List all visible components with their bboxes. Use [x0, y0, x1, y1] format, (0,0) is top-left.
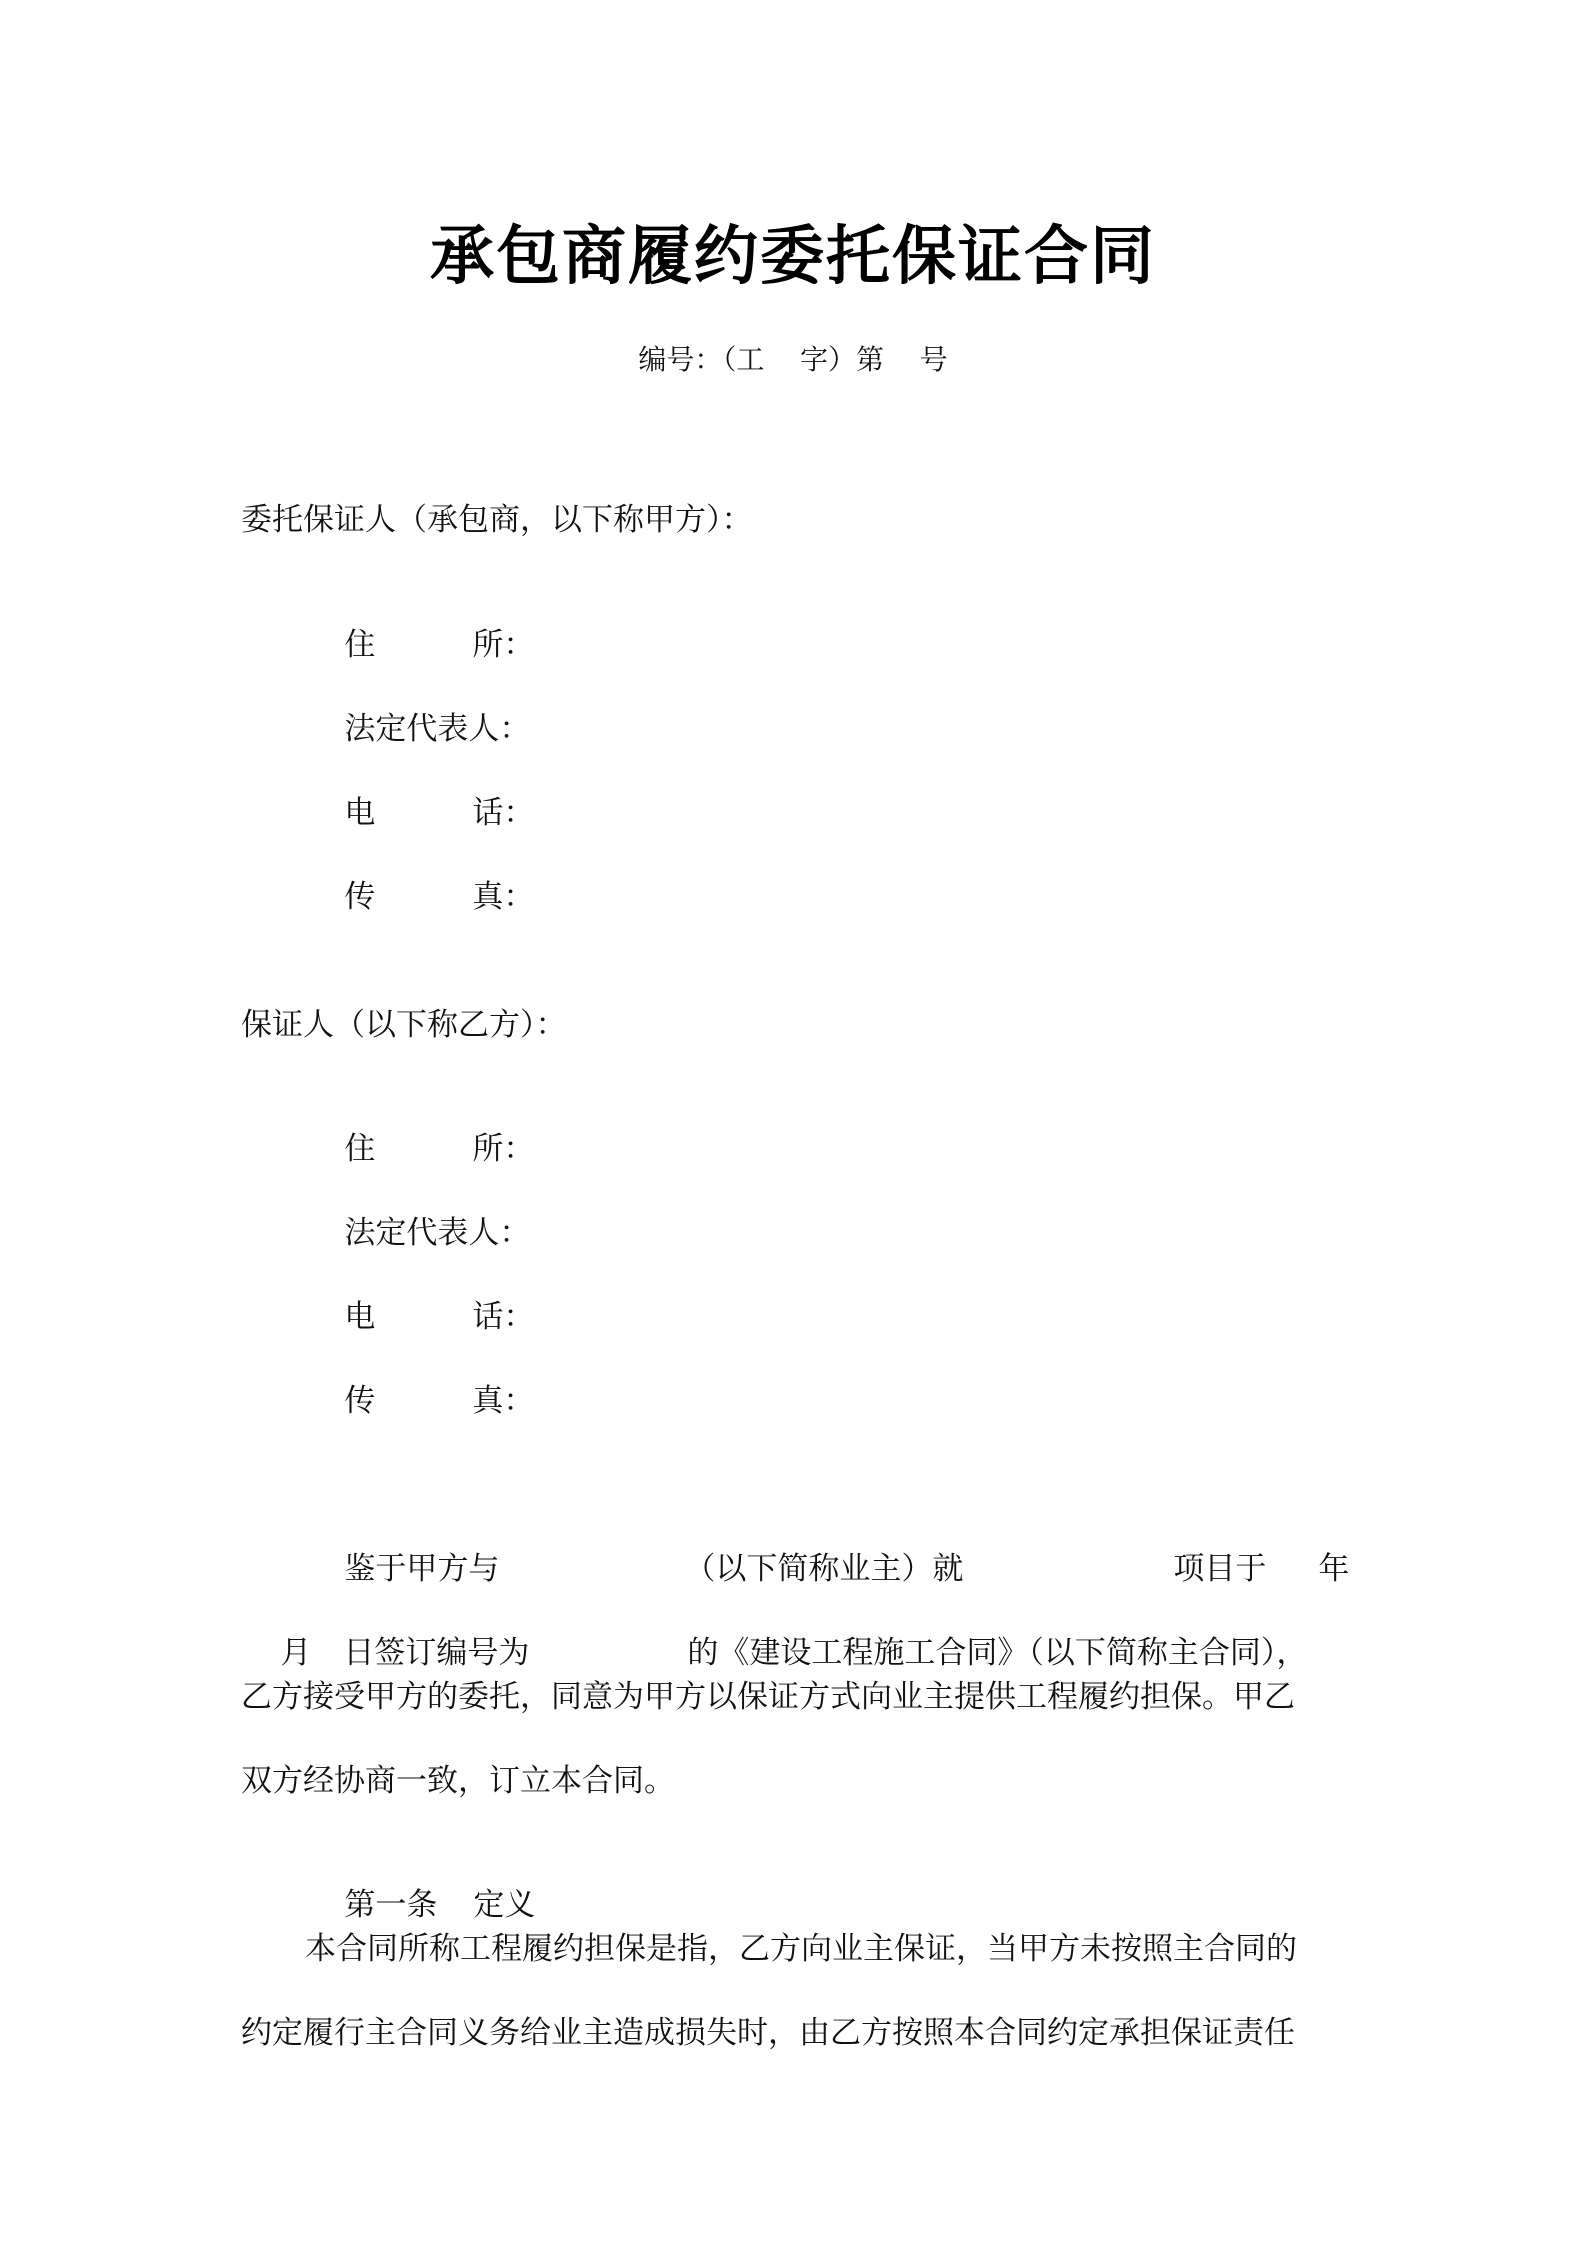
field-label: 法定代表人：: [344, 1215, 531, 1251]
party-a-heading: 委托保证人（承包商，以下称甲方）：: [241, 502, 753, 538]
preamble-line-4: 双方经协商一致，订立本合同。: [241, 1763, 675, 1799]
contract-number-line: 编号：（工 字）第 号: [638, 343, 948, 376]
preamble-text: 月: [280, 1635, 312, 1671]
preamble-line-3: 乙方接受甲方的委托，同意为甲方以保证方式向业主提供工程履约担保。甲乙: [241, 1679, 1295, 1715]
field-label: 所：: [472, 627, 535, 663]
preamble-text: （以下简称业主）就: [684, 1551, 964, 1587]
article-1-line-1: 本合同所称工程履约担保是指，乙方向业主保证，当甲方未按照主合同的: [305, 1931, 1297, 1967]
field-label: 真：: [472, 879, 535, 915]
party-a-fax-field: [305, 837, 534, 957]
article-number: 第一条: [344, 1887, 438, 1923]
article-1-line-2: 约定履行主合同义务给业主造成损失时，由乙方按照本合同约定承担保证责任: [241, 2015, 1295, 2051]
field-label: 话：: [472, 1299, 535, 1335]
preamble-text: 年: [1318, 1551, 1350, 1587]
party-b-fax-field: [305, 1341, 534, 1461]
preamble-text: 的《建设工程施工合同》（以下简称主合同），: [687, 1635, 1308, 1671]
field-label: 住: [344, 627, 376, 663]
article-title: 定义: [473, 1887, 536, 1923]
preamble-text: 鉴于甲方与: [344, 1551, 500, 1587]
field-label: 电: [344, 795, 376, 831]
field-label: 法定代表人：: [344, 711, 531, 747]
preamble-text: 日签订编号为: [343, 1635, 530, 1671]
field-label: 传: [344, 1383, 376, 1419]
party-b-heading: 保证人（以下称乙方）：: [241, 1007, 567, 1043]
field-label: 话：: [472, 795, 535, 831]
document-title: 承包商履约委托保证合同: [430, 220, 1156, 294]
field-label: 传: [344, 879, 376, 915]
preamble-text: 项目于: [1173, 1551, 1267, 1587]
field-label: 所：: [472, 1131, 535, 1167]
field-label: 住: [344, 1131, 376, 1167]
field-label: 真：: [472, 1383, 535, 1419]
field-label: 电: [344, 1299, 376, 1335]
